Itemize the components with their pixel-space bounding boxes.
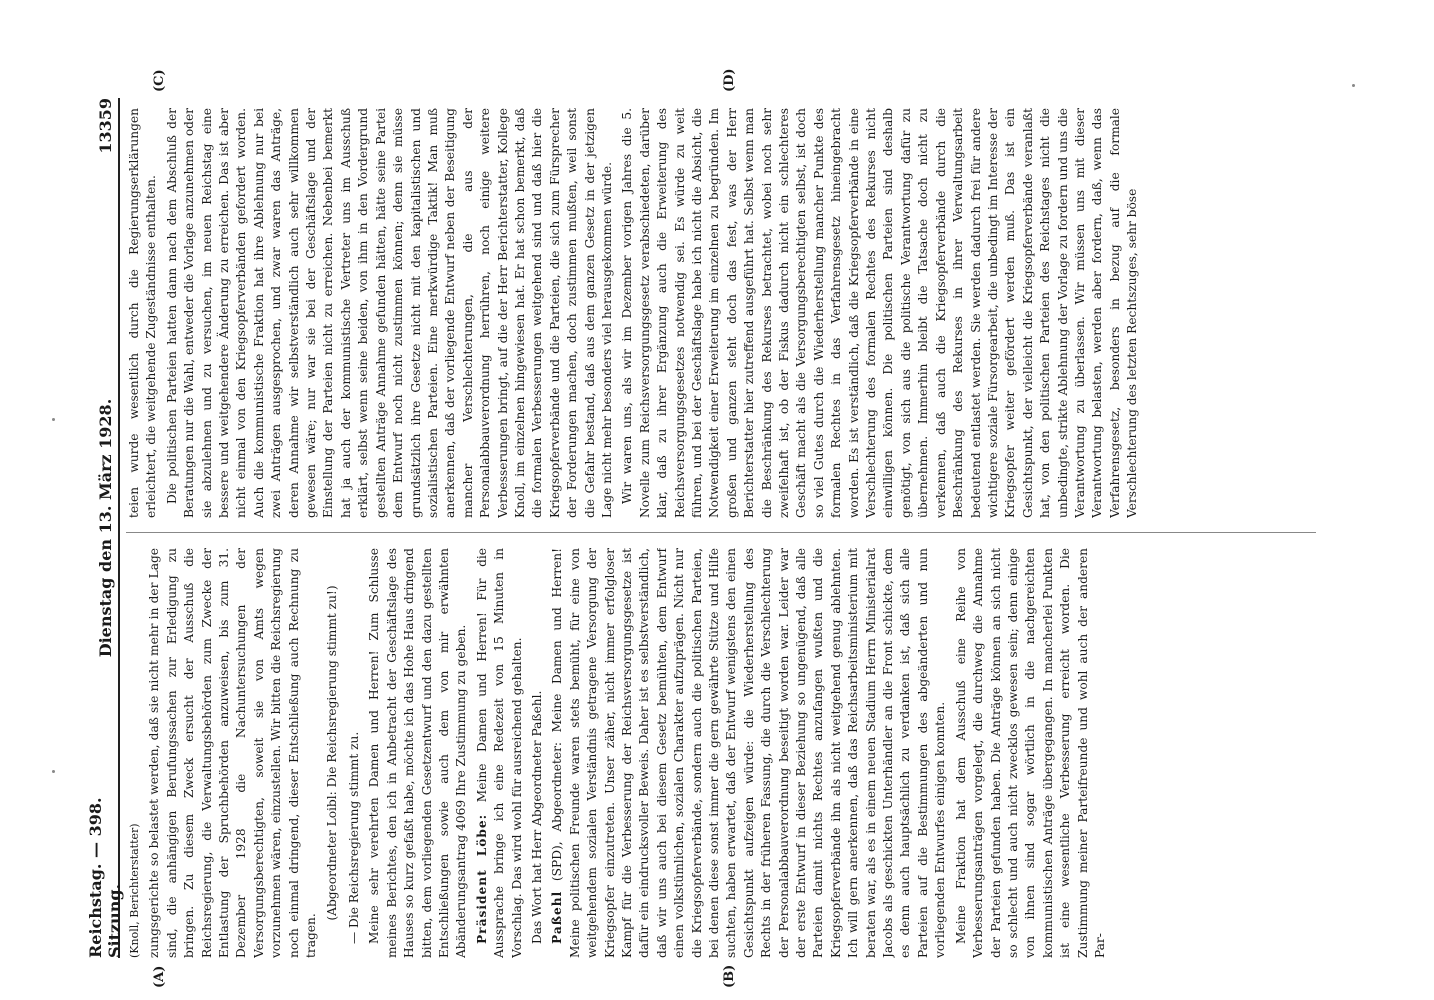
scan-speck bbox=[1352, 84, 1355, 87]
left-para-7: Paßehl (SPD), Abgeordneter: Meine Damen und Herren! Meine politischen Freunde waren stets bemüht, für eine von weitgehendem sozialen Verständnis getragene Versorgung der Kriegsopfer einzutreten. Unser zäher, nicht immer erfolgloser Kampf für die Verbesserung der Reichsversorgungsgesetze ist dafür ein eindrucksvoller Beweis. Daher ist es selbstverständlich, daß wir uns auch bei diesem Gesetz bemühten, dem Entwurf einen volkstümlichen, sozialen Charakter aufzuprägen. Nicht nur die Kriegsopferverbände, sondern auch die politischen Parteien, bei denen diese sonst immer die gern gewährte Stütze und Hilfe suchten, haben erwartet, daß der Entwurf wenigstens den einen Gesichtspunkt aufzeigen würde: die Wiederherstellung des Rechts in der früheren Fassung, die durch die Verschlechterung der Personalabbauverordnung beseitigt worden war. Leider war der erste Entwurf in dieser Beziehung so ungenügend, daß alle Parteien damit nichts Rechtes anzufangen wußten und die Kriegsopferverbände ihn als nicht weitgehend genug ablehnten. Ich will gern anerkennen, daß das Reichsarbeitsministerium mit beraten war, als es in einem neuen Stadium Herrn Ministerialrat Jacobs als geschickten Unterhändler an die Front schickte, dem es denn auch hauptsächlich zu verdanken ist, daß sich alle Parteien auf die Bestimmungen des abgeänderten und nun vorliegenden Entwurfes einigen konnten. bbox=[550, 548, 948, 958]
speaker-tag: (Knoll, Berichterstatter) bbox=[128, 823, 141, 958]
header-date: Dienstag den 13. März 1928. bbox=[95, 398, 115, 658]
left-para-1: zungsgerichte so belastet werden, daß sie nicht mehr in der Lage sind, die anhängigen Berufungssachen zur Erledigung zu bringen. Zu diesem Zweck ersucht der Ausschuß die Reichsregierung, die Verwaltungsbehörden zum Zwecke der Entlastung der Spruchbehörden anzuweisen, bis zum 31. Dezember 1928 die Nachuntersuchungen der Versorgungsberechtigten, soweit sie von Amts wegen vorzunehmen wären, einzustellen. Wir bitten die Reichsregierung noch einmal dringend, dieser Entschließung auch Rechnung zu tragen. bbox=[147, 548, 319, 958]
left-interjection: (Abgeordneter Loibl: Die Reichsregierung stimmt zu!) bbox=[325, 585, 340, 921]
rotated-page bbox=[86, 68, 1322, 988]
left-para-5: Präsident Löbe: Meine Damen und Herren! Für die Aussprache bringe ich eine Redezeit von 15 Minuten in Vorschlag. Das wird wohl für ausreichend gehalten. bbox=[474, 548, 524, 958]
scan-speck bbox=[52, 770, 55, 773]
right-para-1: teien wurde wesentlich durch die Regierungserklärungen erleichtert, die weitgehende Zugeständnisse enthalten. bbox=[127, 108, 159, 518]
left-para-6: Das Wort hat Herr Abgeordneter Paßehl. bbox=[529, 690, 544, 944]
header-left: Reichstag. — 398. Sitzung. bbox=[86, 797, 124, 958]
column-rule bbox=[126, 532, 1316, 533]
left-para-8: Meine Fraktion hat dem Ausschuß eine Reihe von Verbesserungsanträgen vorgelegt, die durchweg die Annahme der Parteien gefunden haben. Die Anträge können an sich nicht so schlecht und auch nicht zwecklos gewesen sein; denn einige von ihnen sind sogar wörtlich in die nachgereichten kommunistischen Anträge übergegangen. In mancherlei Punkten ist eine wesentliche Verbesserung erreicht worden. Die Zustimmung meiner Parteifreunde und wohl auch der anderen Par- bbox=[953, 548, 1107, 958]
left-para-3: — Die Reichsregierung stimmt zu. bbox=[346, 731, 361, 944]
scan-speck bbox=[52, 418, 55, 421]
right-para-3: Wir waren uns, als wir im Dezember vorigen Jahres die 5. Novelle zum Reichsversorgungsgesetz verabschiedeten, darüber klar, daß zu ihrer Ergänzung auch die Erweiterung des Reichsversorgungsgesetzes notwendig sei. Es würde zu weit führen, und bei der Geschäftslage habe ich nicht die Absicht, die Notwendigkeit einer Erweiterung im einzelnen zu begründen. Im großen und ganzen steht doch das fest, was der Herr Berichterstatter hier zutreffend ausgeführt hat. Selbst wenn man die Beschränkung des Rekurses betrachtet, wobei noch sehr zweifelhaft ist, ob der Fiskus dadurch nicht ein schlechteres Geschäft macht als die Versorgungsberechtigten selbst, ist doch so viel Gutes durch die Wiederherstellung mancher Punkte des formalen Rechtes in das Verfahrensgesetz hineingebracht worden. Es ist verständlich, daß die Kriegsopferverbände in eine Verschlechterung des formalen Rechtes des Rekurses nicht einwilligen können. Die politischen Parteien sind deshalb genötigt, von sich aus die politische Verantwortung dafür zu übernehmen. Immerhin bleibt die Tatsache doch nicht zu verkennen, daß auch die Kriegsopferverbände durch die Beschränkung des Rekurses in ihrer Verwaltungsarbeit bedeutend entlastet werden. Sie werden dadurch frei für andere wichtigere soziale Fürsorgearbeit, die unbedingt im Interesse der Kriegsopfer weiter gefördert werden muß. Das ist ein Gesichtspunkt, der vielleicht die Kriegsopferverbände veranlaßt hat, von den politischen Parteien des Reichstages nicht die unbedingte, strikte Ablehnung der Vorlage zu fordern und uns die Verantwortung zu überlassen. Wir müssen uns mit dieser Verantwortung belasten, werden aber fordern, daß, wenn das Verfahrensgesetz, besonders in bezug auf die formale Verschlechterung des letzten Rechtszuges, sehr böse bbox=[620, 108, 1140, 518]
right-para-2: Die politischen Parteien hatten dann nach dem Abschluß der Beratungen nur die Wahl, entweder die Vorlage anzunehmen oder sie abzulehnen und zu versuchen, im neuen Reichstag eine bessere und weitgehendere Änderung zu erreichen. Das ist aber nicht einmal von den Kriegsopferverbänden gefordert worden. Auch die kommunistische Fraktion hat ihre Ablehnung nur bei zwei Anträgen ausgesprochen, und zwar waren das Anträge, deren Annahme wir selbstverständlich auch sehr willkommen gewesen wäre; nur war sie bei der Geschäftslage und der Einstellung der Parteien nicht zu erreichen. Nebenbei bemerkt hat ja auch der kommunistische Vertreter uns im Ausschuß erklärt, selbst wenn seine beiden, von ihm in den Vordergrund gestellten Anträge Annahme gefunden hätten, hätte seine Partei dem Entwurf noch nicht zustimmen können; denn sie müsse grundsätzlich ihre Gesetze nicht mit den kapitalistischen und sozialistischen Parteien. Eine merkwürdige Taktik! Man muß anerkennen, daß der vorliegende Entwurf neben der Beseitigung mancher Verschlechterungen, die aus der Personalabbauverordnung herrühren, noch einige weitere Verbesserungen bringt, auf die der Herr Berichterstatter, Kollege Knoll, im einzelnen hingewiesen hat. Er hat schon bemerkt, daß die formalen Verbesserungen weitgehend sind und daß hier die Kriegsopferverbände und die Parteien, die sich zum Fürsprecher der Forderungen machen, doch zustimmen mußten, weil sonst die Gefahr bestand, daß aus dem ganzen Gesetz in der jetzigen Lage nicht mehr besonders viel herausgekommen würde. bbox=[164, 108, 614, 518]
left-column bbox=[126, 548, 1316, 958]
marker-d: (D) bbox=[722, 68, 737, 92]
digitization-strip bbox=[1394, 0, 1434, 1000]
speaker-passehl: Paßehl bbox=[550, 890, 565, 944]
page-number: 13359 bbox=[95, 98, 115, 154]
left-para-4: Meine sehr verehrten Damen und Herren! Zum Schlusse meines Berichtes, den ich in Anbetracht der Geschäftslage des Hauses so kurz gefaßt habe, möchte ich das Hohe Haus dringend bitten, dem vorliegenden Gesetzentwurf und den dazu gestellten Entschließungen sowie auch dem von mir erwähnten Abänderungsantrag 4069 Ihre Zustimmung zu geben. bbox=[367, 548, 469, 958]
page-header bbox=[86, 98, 124, 958]
marker-a: (A) bbox=[152, 965, 167, 988]
marker-c: (C) bbox=[152, 69, 167, 92]
speaker-president: Präsident Löbe: bbox=[474, 813, 489, 944]
marker-b: (B) bbox=[722, 964, 737, 988]
right-column bbox=[126, 108, 1316, 518]
